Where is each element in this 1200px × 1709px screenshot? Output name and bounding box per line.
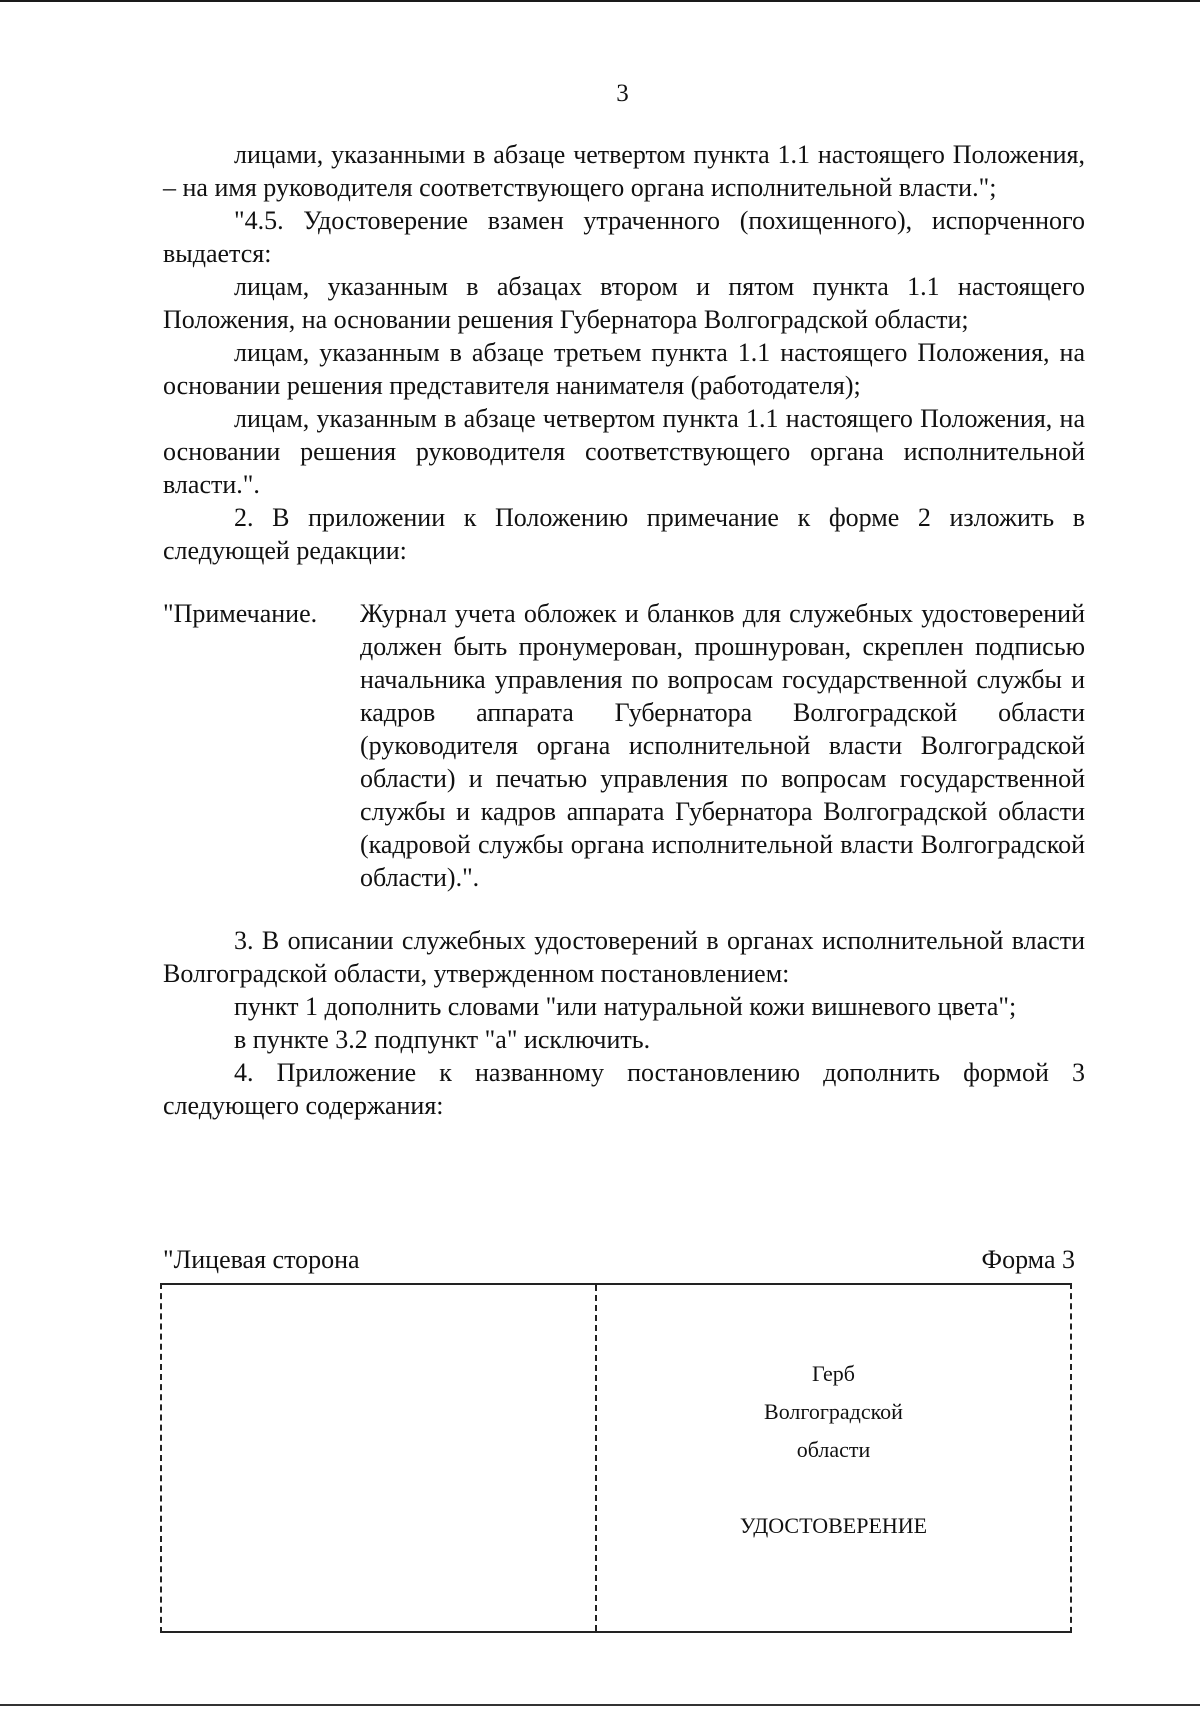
note-text: Журнал учета обложек и бланков для служебных удостоверений должен быть пронумерован, прошнурован, скреплен подписью начальника управления по вопросам государственной службы и кадров аппарата Губернатора Волгоградской области (руководителя органа исполнительной власти Волгоградской области) и печатью управления по вопросам государственной службы и кадров аппарата Губернатора Волгоградской области (кадровой службы органа исполнительной власти Волгоградской области).". — [360, 599, 1085, 892]
paragraph-item-4: 4. Приложение к названному постановлению дополнить формой 3 следующего содержания: — [163, 1058, 1085, 1120]
form-cover-panel — [597, 1285, 1070, 1631]
paragraph-fourth: лицам, указанным в абзаце четвертом пункта 1.1 настоящего Положения, на основании решения руководителя соответствующего органа исполнительной власти.". — [163, 404, 1085, 499]
form-number-label: Форма 3 — [981, 1245, 1075, 1274]
paragraph-continuation: лицами, указанными в абзаце четвертом пункта 1.1 настоящего Положения, – на имя руководителя соответствующего органа исполнительной власти."; — [163, 140, 1085, 202]
paragraph-third: лицам, указанным в абзаце третьем пункта 1.1 настоящего Положения, на основании решения представителя нанимателя (работодателя); — [163, 338, 1085, 400]
paragraph-second-fifth: лицам, указанным в абзацах втором и пятом пункта 1.1 настоящего Положения, на основании решения Губернатора Волгоградской области; — [163, 272, 1085, 334]
scan-bottom-edge — [0, 1704, 1200, 1706]
paragraph-4-5: "4.5. Удостоверение взамен утраченного (похищенного), испорченного выдается: — [163, 206, 1085, 268]
crest-label-line-2: Волгоградской — [764, 1399, 903, 1424]
paragraph-item-3: 3. В описании служебных удостоверений в органах исполнительной власти Волгоградской области, утвержденном постановлением: — [163, 926, 1085, 988]
document-body — [163, 138, 1085, 1122]
form-side-label: "Лицевая сторона — [163, 1245, 360, 1274]
paragraph-point-1: пункт 1 дополнить словами "или натуральной кожи вишневого цвета"; — [234, 992, 1017, 1021]
page-number: 3 — [616, 80, 629, 107]
id-card-form — [160, 1283, 1072, 1633]
crest-label-line-1: Герб — [811, 1361, 855, 1386]
scan-top-edge — [0, 0, 1200, 2]
note-block — [163, 597, 1085, 894]
crest-label-line-3: области — [796, 1437, 871, 1462]
paragraph-point-3-2: в пункте 3.2 подпункт "а" исключить. — [234, 1025, 651, 1054]
form-title: УДОСТОВЕРЕНИЕ — [739, 1513, 928, 1538]
paragraph-item-2: 2. В приложении к Положению примечание к форме 2 изложить в следующей редакции: — [163, 503, 1085, 565]
note-label: "Примечание. — [163, 599, 318, 628]
